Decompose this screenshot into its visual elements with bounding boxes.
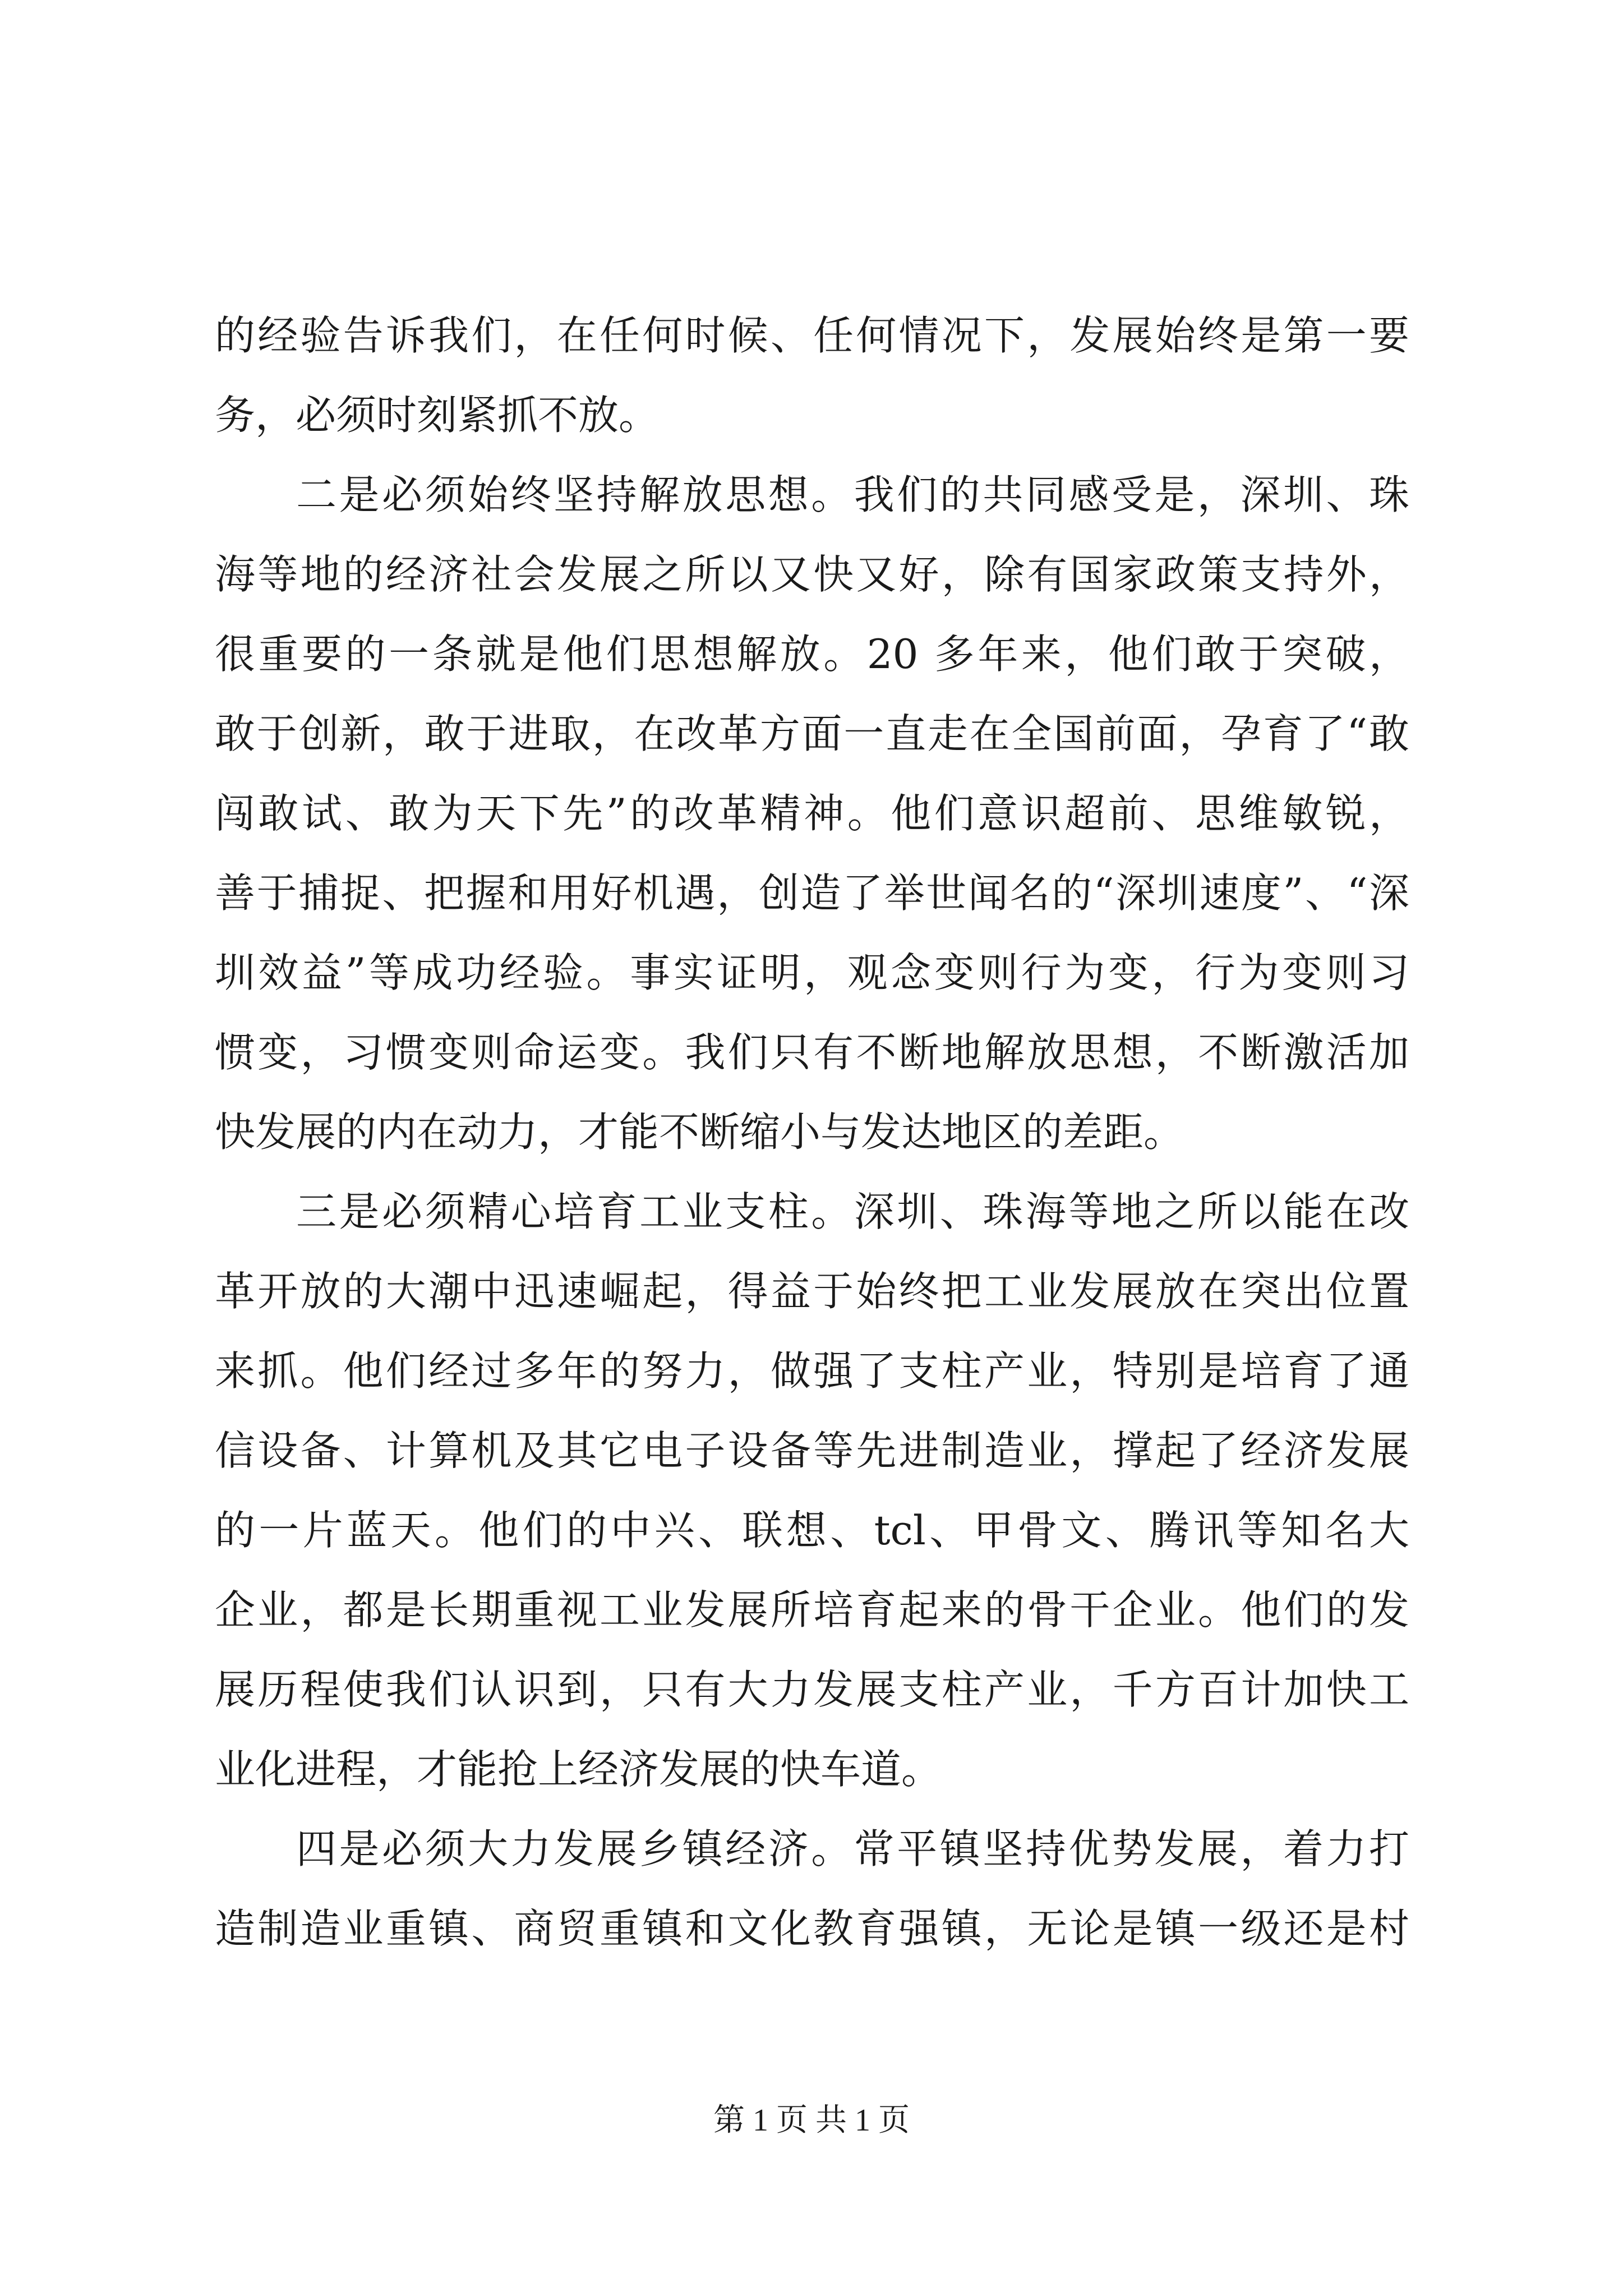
text-line: 业化进程，才能抢上经济发展的快车道。 xyxy=(215,1746,942,1793)
text-line: 造制造业重镇、商贸重镇和文化教育强镇，无论是镇一级还是村 xyxy=(215,1905,1409,1952)
text-line: 敢于创新，敢于进取，在改革方面一直走在全国前面，孕育了“敢 xyxy=(215,710,1409,757)
text-line: 很重要的一条就是他们思想解放。20 多年来，他们敢于突破， xyxy=(215,631,1409,678)
text-line: 海等地的经济社会发展之所以又快又好，除有国家政策支持外， xyxy=(215,551,1409,598)
text-line: 的经验告诉我们，在任何时候、任何情况下，发展始终是第一要 xyxy=(215,312,1409,359)
text-line: 快发展的内在动力，才能不断缩小与发达地区的差距。 xyxy=(215,1108,1184,1156)
text-line: 圳效益”等成功经验。事实证明，观念变则行为变，行为变则习 xyxy=(215,949,1409,996)
paragraph-first-line: 二是必须始终坚持解放思想。我们的共同感受是，深圳、珠 xyxy=(296,471,1409,518)
text-line: 的一片蓝天。他们的中兴、联想、tcl、甲骨文、腾讯等知名大 xyxy=(215,1507,1409,1554)
text-line: 企业，都是长期重视工业发展所培育起来的骨干企业。他们的发 xyxy=(215,1586,1409,1634)
text-line: 善于捕捉、把握和用好机遇，创造了举世闻名的“深圳速度”、“深 xyxy=(215,869,1409,917)
text-line: 来抓。他们经过多年的努力，做强了支柱产业，特别是培育了通 xyxy=(215,1347,1409,1395)
paragraph-first-line: 四是必须大力发展乡镇经济。常平镇坚持优势发展，着力打 xyxy=(296,1825,1409,1872)
text-line: 闯敢试、敢为天下先”的改革精神。他们意识超前、思维敏锐， xyxy=(215,790,1409,837)
text-line: 革开放的大潮中迅速崛起，得益于始终把工业发展放在突出位置 xyxy=(215,1268,1409,1315)
text-line: 信设备、计算机及其它电子设备等先进制造业，撑起了经济发展 xyxy=(215,1427,1409,1474)
text-line: 务，必须时刻紧抓不放。 xyxy=(215,392,660,439)
text-line: 惯变，习惯变则命运变。我们只有不断地解放思想，不断激活加 xyxy=(215,1029,1409,1076)
document-body xyxy=(215,296,1409,1968)
page-number-footer: 第 1 页 共 1 页 xyxy=(713,2103,910,2138)
text-line: 展历程使我们认识到，只有大力发展支柱产业，千方百计加快工 xyxy=(215,1666,1409,1713)
paragraph-first-line: 三是必须精心培育工业支柱。深圳、珠海等地之所以能在改 xyxy=(296,1188,1409,1235)
